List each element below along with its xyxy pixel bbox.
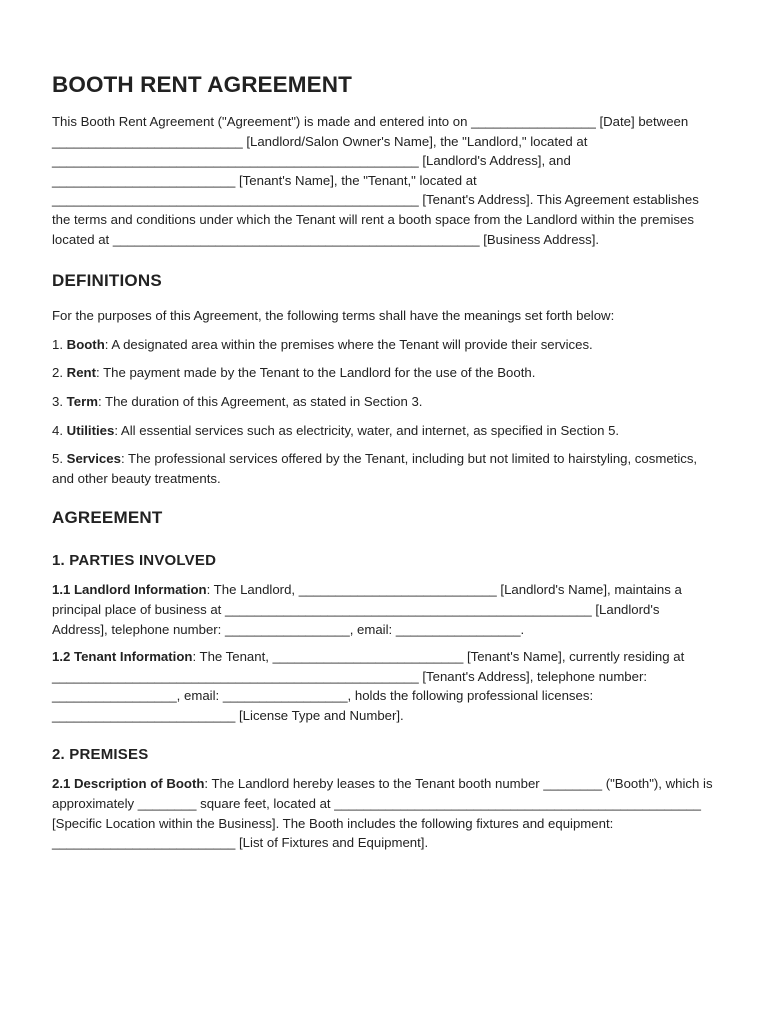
booth-description-term: 2.1 Description of Booth	[52, 776, 205, 792]
definition-number: 2.	[52, 365, 67, 381]
definition-item-rent	[52, 363, 718, 383]
definition-text: : A designated area within the premises where the Tenant will provide their services.	[104, 336, 593, 352]
premises-heading: 2. PREMISES	[52, 746, 149, 764]
tenant-information-text: : The Tenant, __________________________ [Tenant's Name], currently residing at __________________________________________________ [Tenant's Address], telephone number: _________________, email: _________________, holds the following professional licenses: _________________________ [License Type and Number].	[52, 649, 685, 723]
definitions-intro: For the purposes of this Agreement, the following terms shall have the meanings set forth below:	[52, 308, 615, 324]
tenant-information	[52, 647, 718, 725]
definitions-heading: DEFINITIONS	[52, 271, 162, 291]
landlord-information	[52, 580, 718, 639]
landlord-information-term: 1.1 Landlord Information	[52, 582, 207, 598]
definition-text: : The professional services offered by the Tenant, including but not limited to hairstyling, cosmetics, and other beauty treatments.	[52, 451, 698, 486]
definition-term: Utilities	[66, 422, 115, 438]
definition-number: 5.	[52, 451, 67, 467]
definition-item-services	[52, 449, 718, 488]
document-title: BOOTH RENT AGREEMENT	[52, 72, 352, 97]
definition-item-utilities	[52, 421, 718, 441]
agreement-heading: AGREEMENT	[52, 508, 163, 528]
parties-heading: 1. PARTIES INVOLVED	[52, 552, 217, 570]
definition-item-term	[52, 392, 718, 412]
definition-text: : The duration of this Agreement, as stated in Section 3.	[97, 393, 423, 409]
definition-number: 3.	[52, 393, 67, 409]
definition-term: Rent	[66, 365, 96, 381]
intro-paragraph: This Booth Rent Agreement ("Agreement") is made and entered into on _________________ [Date] between __________________________ [Landlord/Salon Owner's Name], the "Landlord," located at __________________________________________________ [Landlord's Address], and _________________________ [Tenant's Name], the "Tenant," located at __________________________________________________ [Tenant's Address]. This Agreement establishes the terms and conditions under which the Tenant will rent a booth space from the Landlord within the premises located at __________________________________________________ [Business Address].	[52, 114, 699, 247]
definition-number: 4.	[52, 422, 67, 438]
landlord-information-text: : The Landlord, ___________________________ [Landlord's Name], maintains a principal place of business at __________________________________________________ [Landlord's Address], telephone number: _________________, email: _________________.	[52, 582, 682, 637]
booth-description-text: : The Landlord hereby leases to the Tenant booth number ________ ("Booth"), which is approximately ________ square feet, located at __________________________________________________ [Specific Location within the Business]. The Booth includes the following fixtures and equipment: _________________________ [List of Fixtures and Equipment].	[52, 776, 713, 851]
definition-item-booth	[52, 335, 718, 355]
tenant-information-term: 1.2 Tenant Information	[52, 649, 193, 665]
definition-number: 1.	[52, 336, 67, 352]
definition-text: : All essential services such as electricity, water, and internet, as specified in Section 5.	[114, 422, 620, 438]
definition-term: Term	[66, 393, 98, 409]
definition-term: Booth	[66, 336, 105, 352]
definition-text: : The payment made by the Tenant to the Landlord for the use of the Booth.	[95, 365, 536, 381]
definition-term: Services	[66, 451, 121, 467]
booth-description	[52, 774, 718, 852]
